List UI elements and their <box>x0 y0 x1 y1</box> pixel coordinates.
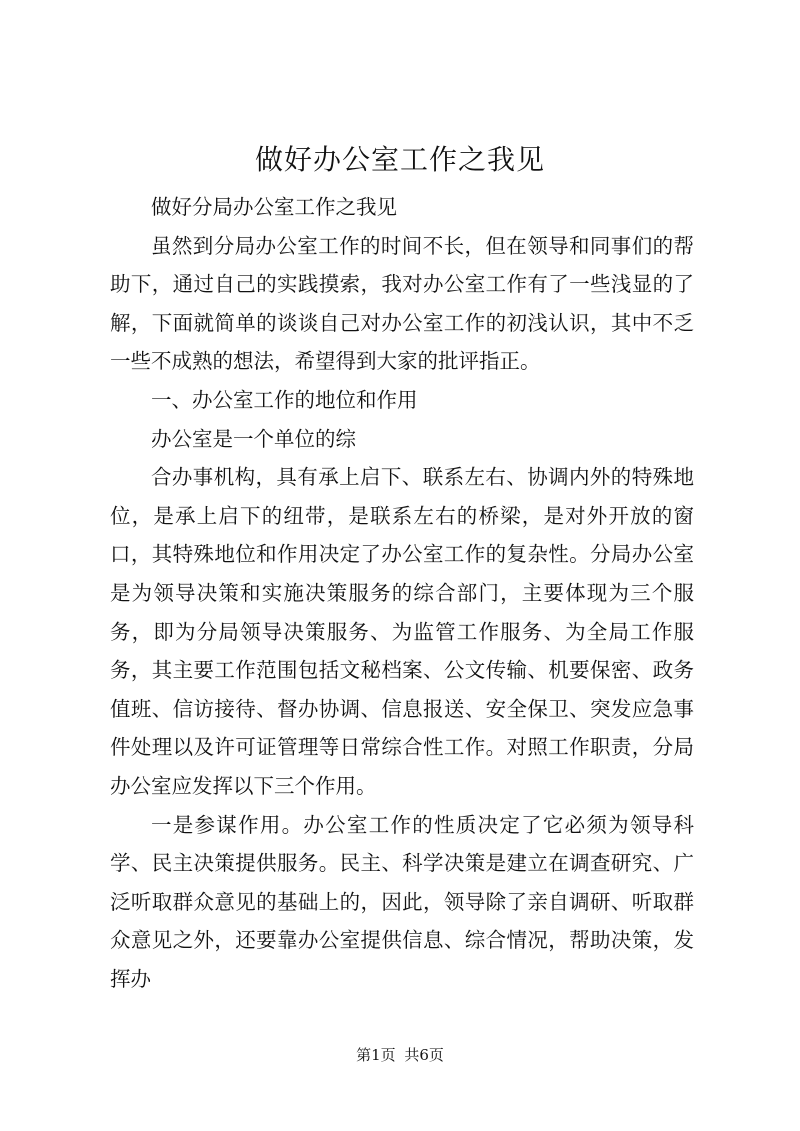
document-title: 做好办公室工作之我见 <box>254 143 545 176</box>
paragraph-fragment: 办公室是一个单位的综 <box>151 426 356 451</box>
paragraph-subtitle: 做好分局办公室工作之我见 <box>151 195 397 219</box>
page-footer <box>0 1045 800 1065</box>
paragraph-role: 合办事机构，具有承上启下、联系左右、协调内外的特殊地位，是承上启下的纽带，是联系左右的桥梁，是对外开放的窗口，其特殊地位和作用决定了办公室工作的复杂性。分局办公室是为领导决策和实施决策服务的综合部门，主要体现为三个服务，即为分局领导决策服务、为监管工作服务、为全局工作服务，其主要工作范围包括文秘档案、公文传输、机要保密、政务值班、信访接待、督办协调、信息报送、安全保卫、突发应急事件处理以及许可证管理等日常综合性工作。对照工作职责，分局办公室应发挥以下三个作用。 <box>110 465 694 798</box>
section-heading-1: 一、办公室工作的地位和作用 <box>151 387 418 412</box>
paragraph-advisory: 一是参谋作用。办公室工作的性质决定了它必须为领导科学、民主决策提供服务。民主、科学决策是建立在调查研究、广泛听取群众意见的基础上的，因此，领导除了亲自调研、听取群众意见之外，还要靠办公室提供信息、综合情况，帮助决策，发挥办 <box>110 812 694 991</box>
page-total: 共6页 <box>404 1046 444 1064</box>
paragraph-intro: 虽然到分局办公室工作的时间不长，但在领导和同事们的帮助下，通过自己的实践摸索，我对办公室工作有了一些浅显的了解，下面就简单的谈谈自己对办公室工作的初浅认识，其中不乏一些不成熟的想法，希望得到大家的批评指正。 <box>110 233 694 374</box>
document-body <box>110 188 694 998</box>
page-number: 第1页 <box>356 1046 396 1064</box>
